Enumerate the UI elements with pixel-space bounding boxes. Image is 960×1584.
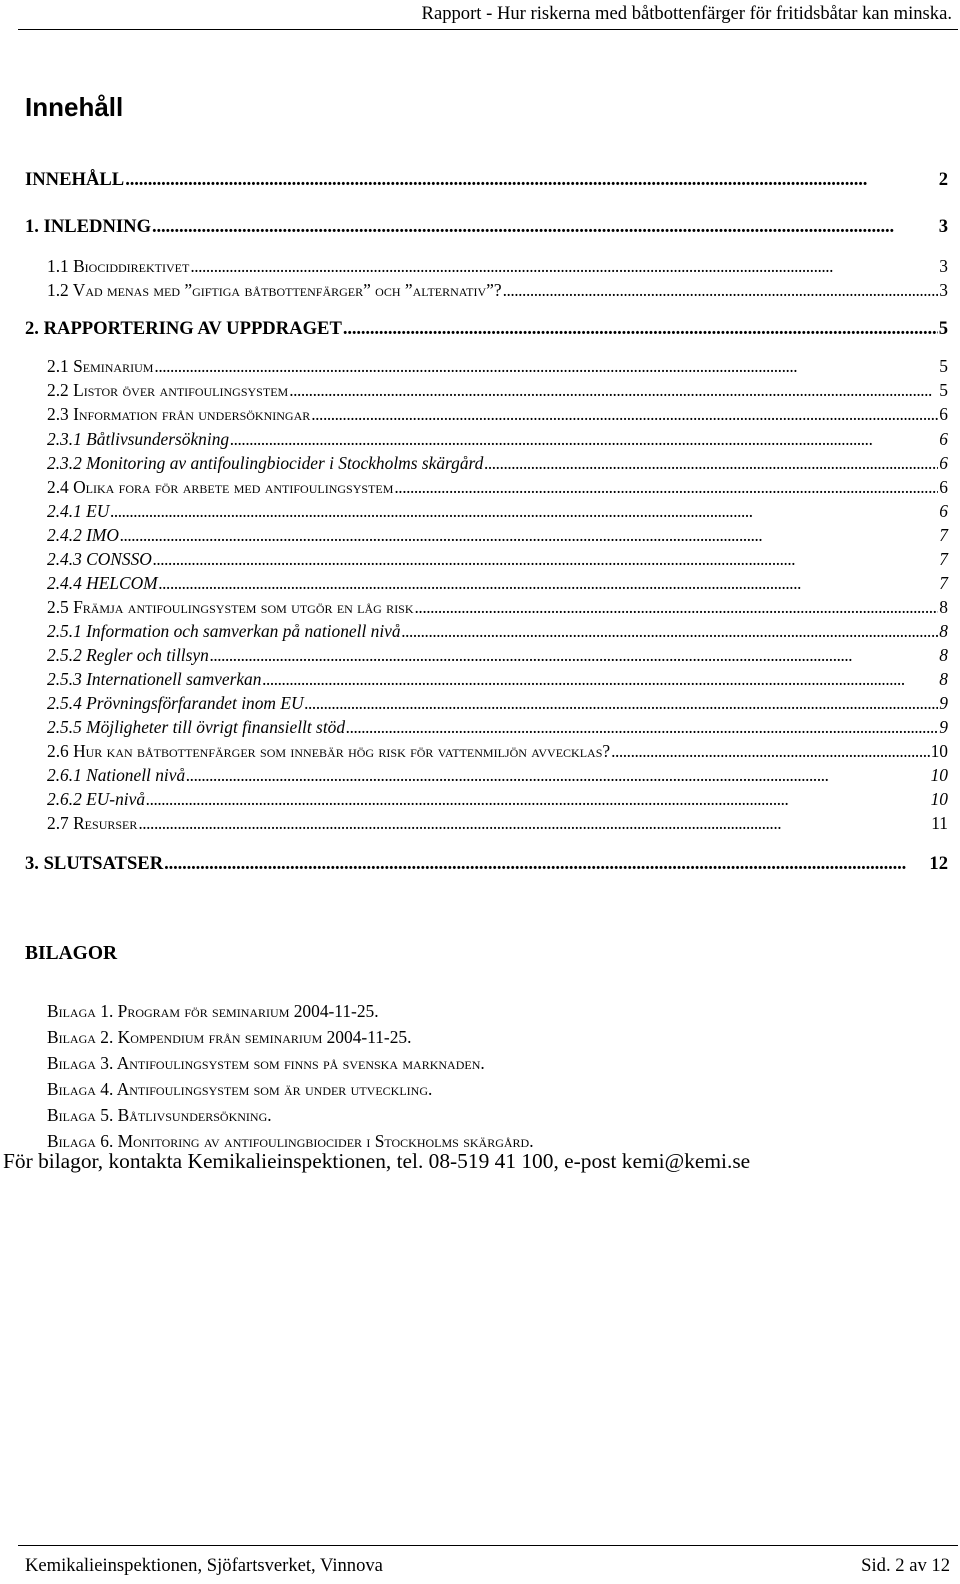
toc-entry-1[interactable]	[25, 216, 948, 238]
toc-entry-title: 2.6 Hur kan båtbottenfärger som innebär hög risk för vattenmiljön avvecklas?	[47, 741, 611, 761]
footer-organizations: Kemikalieinspektionen, Sjöfartsverket, Vinnova	[25, 1555, 383, 1576]
toc-dot-leader	[484, 453, 938, 474]
toc-dot-leader	[210, 645, 938, 666]
toc-entry-1-2[interactable]	[47, 280, 948, 301]
toc-entry-title: 2.3 Information från undersökningar	[47, 404, 311, 424]
toc-dot-leader	[186, 765, 929, 786]
toc-entry-2-3-2[interactable]	[47, 453, 948, 474]
toc-page-number: 3	[939, 280, 948, 300]
toc-page-number: 2	[938, 169, 948, 190]
toc-dot-leader	[120, 525, 938, 546]
toc-entry-title: 1.2 Vad menas med ”giftiga båtbottenfärger” och ”alternativ”?	[47, 280, 502, 300]
toc-dot-leader	[402, 621, 939, 642]
toc-dot-leader	[190, 256, 938, 277]
toc-page-number: 6	[939, 477, 948, 497]
toc-entry-2-4-4[interactable]	[47, 573, 948, 594]
toc-page-number: 8	[939, 669, 948, 689]
toc-entry-2-7[interactable]	[47, 813, 948, 834]
toc-dot-leader	[611, 741, 930, 762]
toc-entry-title: 2.4 Olika fora för arbete med antifoulingsystem	[47, 477, 394, 497]
toc-dot-leader	[230, 429, 938, 450]
appendix-item-1: Bilaga 1. Program för seminarium 2004-11-25.	[47, 1001, 379, 1021]
page-title: Innehåll	[25, 92, 124, 122]
toc-entry-title: 2.5.1 Information och samverkan på nationell nivå	[47, 621, 401, 641]
toc-dot-leader	[154, 356, 938, 377]
toc-entry-title: 2.2 Listor över antifoulingsystem	[47, 380, 289, 400]
toc-page-number: 3	[939, 256, 948, 276]
toc-entry-2-6-1[interactable]	[47, 765, 948, 786]
header-divider	[18, 29, 958, 30]
appendix-item-3: Bilaga 3. Antifoulingsystem som finns på svenska marknaden.	[47, 1053, 485, 1073]
toc-dot-leader	[152, 216, 938, 238]
running-header-title: Rapport - Hur riskerna med båtbottenfärger för fritidsbåtar kan minska.	[421, 3, 952, 24]
toc-dot-leader	[262, 669, 938, 690]
appendix-item-4: Bilaga 4. Antifoulingsystem som är under utveckling.	[47, 1079, 433, 1099]
toc-entry-2-3-1[interactable]	[47, 429, 948, 450]
toc-entry-2-5-5[interactable]	[47, 717, 948, 738]
toc-entry-title: 2.4.2 IMO	[47, 525, 119, 545]
toc-dot-leader	[346, 717, 938, 738]
toc-page-number: 12	[929, 853, 948, 874]
footer-page-number: Sid. 2 av 12	[861, 1555, 950, 1576]
toc-entry-2-2[interactable]	[47, 380, 948, 401]
toc-page-number: 10	[930, 741, 948, 761]
appendix-heading: BILAGOR	[25, 943, 118, 964]
toc-entry-title: 2.5.3 Internationell samverkan	[47, 669, 262, 689]
toc-entry-2-1[interactable]	[47, 356, 948, 377]
toc-entry-2-5-1[interactable]	[47, 621, 948, 642]
toc-page-number: 7	[939, 573, 948, 593]
toc-dot-leader	[110, 501, 938, 522]
toc-entry-2-5-4[interactable]	[47, 693, 948, 714]
toc-dot-leader	[153, 549, 938, 570]
toc-entry-2-6[interactable]	[47, 741, 948, 762]
toc-entry-title: 2. RAPPORTERING AV UPPDRAGET	[25, 318, 342, 339]
toc-entry-title: 2.5.5 Möjligheter till övrigt finansiellt stöd	[47, 717, 346, 737]
toc-dot-leader	[138, 813, 930, 834]
toc-entry-2-5-3[interactable]	[47, 669, 948, 690]
toc-page-number: 6	[939, 453, 948, 473]
toc-page-number: 8	[939, 621, 948, 641]
toc-dot-leader	[305, 693, 939, 714]
toc-dot-leader	[311, 404, 938, 425]
toc-page-number: 6	[939, 501, 948, 521]
toc-page-number: 5	[938, 318, 948, 339]
toc-page-number: 3	[938, 216, 948, 237]
toc-entry-2-3[interactable]	[47, 404, 948, 425]
toc-entry-3[interactable]	[25, 853, 948, 875]
toc-entry-title: 2.4.4 HELCOM	[47, 573, 158, 593]
footer-divider	[18, 1545, 958, 1546]
toc-entry-2-4-1[interactable]	[47, 501, 948, 522]
toc-dot-leader	[503, 280, 939, 301]
toc-dot-leader	[415, 597, 939, 618]
toc-entry-1-1[interactable]	[47, 256, 948, 277]
toc-entry-title: INNEHÅLL	[25, 169, 125, 190]
toc-page-number: 5	[939, 380, 948, 400]
toc-entry-title: 1. INLEDNING	[25, 216, 152, 237]
toc-page-number: 7	[939, 549, 948, 569]
toc-dot-leader	[125, 169, 938, 191]
appendix-item-2: Bilaga 2. Kompendium från seminarium 2004-11-25.	[47, 1027, 412, 1047]
toc-dot-leader	[394, 477, 938, 498]
toc-entry-title: 2.6.1 Nationell nivå	[47, 765, 186, 785]
toc-page-number: 7	[939, 525, 948, 545]
toc-entry-title: 2.4.1 EU	[47, 501, 110, 521]
toc-page-number: 10	[930, 789, 948, 809]
toc-page-number: 8	[939, 645, 948, 665]
contact-info: För bilagor, kontakta Kemikalieinspektionen, tel. 08-519 41 100, e-post kemi@kemi.se	[3, 1149, 751, 1173]
toc-dot-leader	[146, 789, 930, 810]
toc-entry-innehall[interactable]	[25, 169, 948, 191]
toc-page-number: 8	[939, 597, 948, 617]
toc-entry-2-5[interactable]	[47, 597, 948, 618]
toc-entry-title: 2.1 Seminarium	[47, 356, 154, 376]
toc-dot-leader	[289, 380, 938, 401]
toc-entry-title: 3. SLUTSATSER	[25, 853, 164, 874]
toc-page-number: 6	[939, 429, 948, 449]
toc-dot-leader	[343, 318, 938, 340]
toc-page-number: 5	[939, 356, 948, 376]
toc-entry-2-4[interactable]	[47, 477, 948, 498]
appendix-item-6: Bilaga 6. Monitoring av antifoulingbiocider i Stockholms skärgård.	[47, 1131, 534, 1151]
toc-entry-title: 2.5.2 Regler och tillsyn	[47, 645, 209, 665]
toc-page-number: 9	[939, 693, 948, 713]
toc-entry-title: 2.5.4 Prövningsförfarandet inom EU	[47, 693, 304, 713]
toc-entry-2-4-3[interactable]	[47, 549, 948, 570]
toc-entry-2-4-2[interactable]	[47, 525, 948, 546]
toc-entry-2[interactable]	[25, 318, 948, 340]
appendix-item-5: Bilaga 5. Båtlivsundersökning.	[47, 1105, 272, 1125]
toc-entry-title: 2.7 Resurser	[47, 813, 138, 833]
toc-entry-title: 2.5 Främja antifoulingsystem som utgör en låg risk	[47, 597, 414, 617]
toc-page-number: 9	[939, 717, 948, 737]
toc-entry-2-5-2[interactable]	[47, 645, 948, 666]
toc-entry-title: 1.1 Biociddirektivet	[47, 256, 190, 276]
toc-entry-title: 2.6.2 EU-nivå	[47, 789, 146, 809]
toc-entry-title: 2.3.1 Båtlivsundersökning	[47, 429, 230, 449]
toc-page-number: 11	[931, 813, 948, 833]
toc-entry-title: 2.4.3 CONSSO	[47, 549, 152, 569]
toc-dot-leader	[159, 573, 939, 594]
toc-entry-2-6-2[interactable]	[47, 789, 948, 810]
toc-entry-title: 2.3.2 Monitoring av antifoulingbiocider i Stockholms skärgård	[47, 453, 484, 473]
toc-page-number: 10	[930, 765, 948, 785]
toc-page-number: 6	[939, 404, 948, 424]
toc-dot-leader	[164, 853, 928, 875]
